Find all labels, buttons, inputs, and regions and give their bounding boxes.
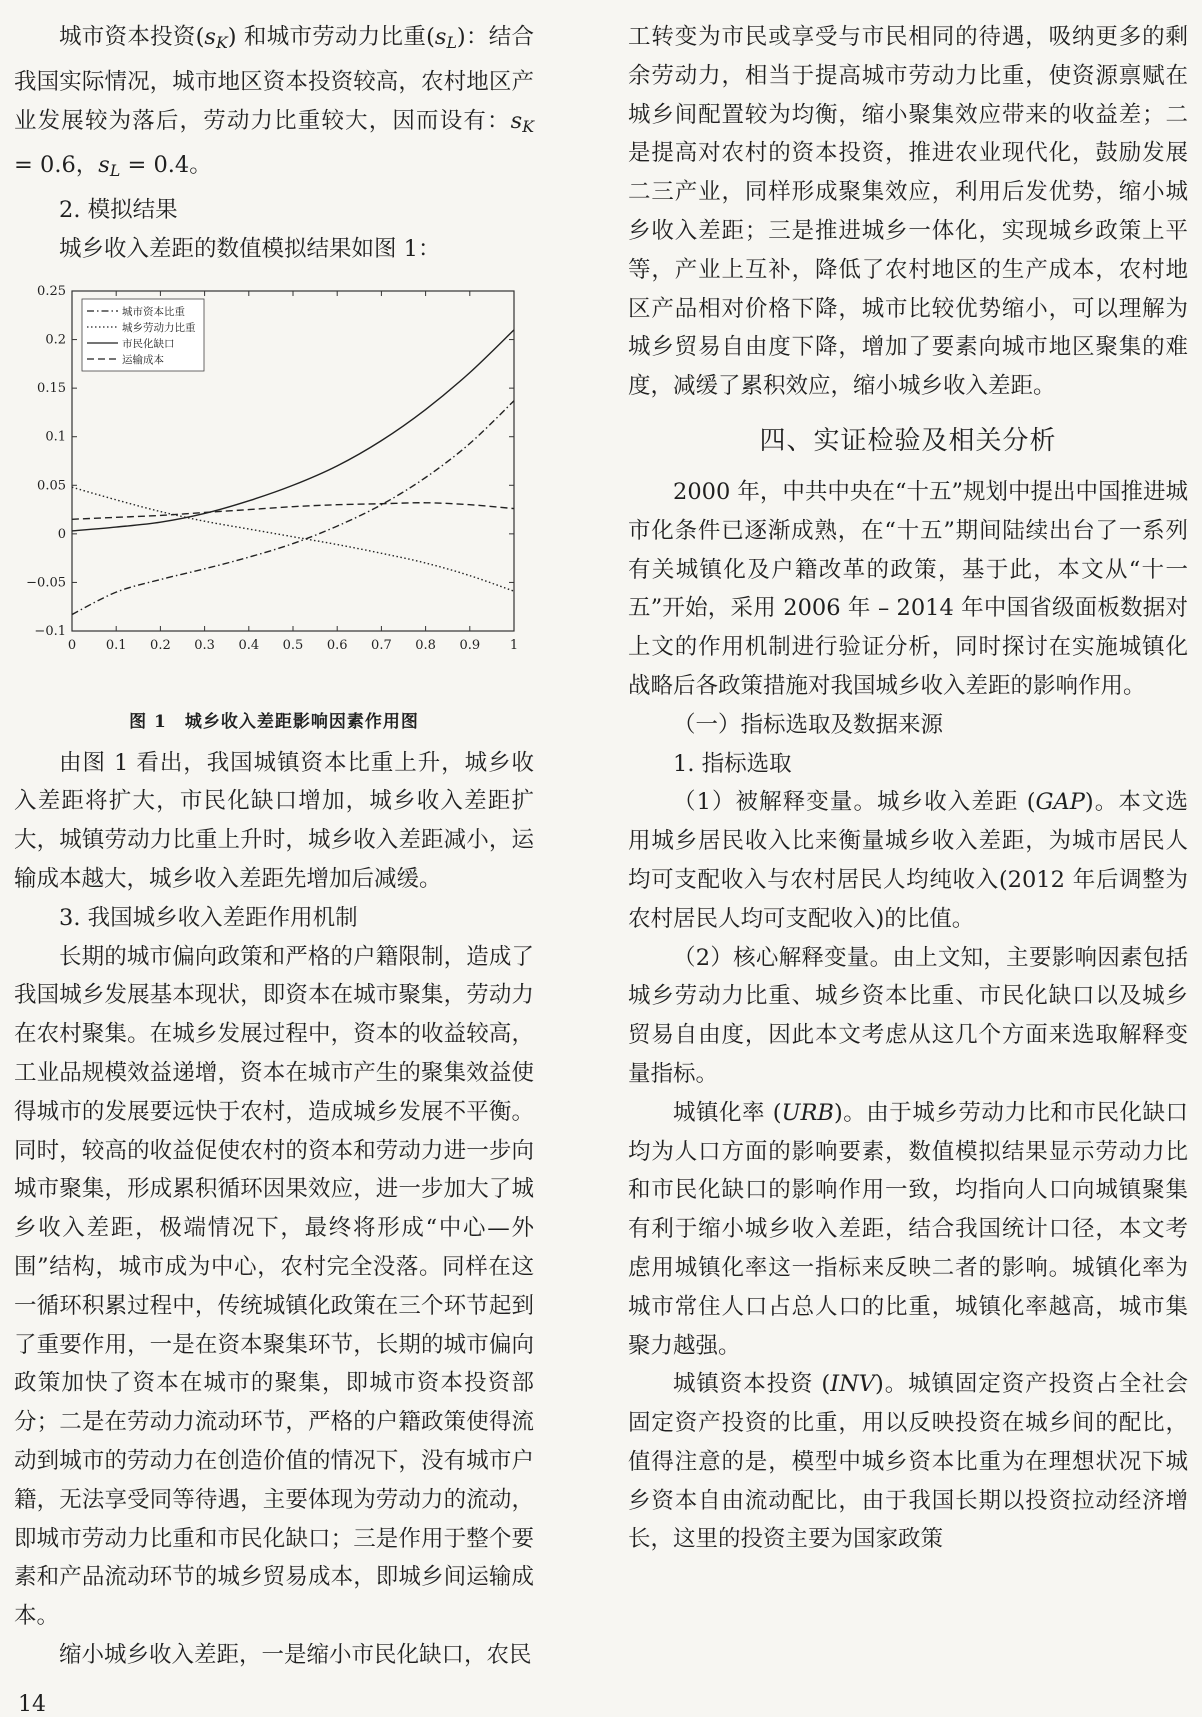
x-tick-label: 0.6 bbox=[326, 637, 348, 653]
y-tick-label: 0.1 bbox=[45, 429, 66, 445]
y-tick-label: −0.1 bbox=[34, 623, 66, 639]
x-tick-label: 0.1 bbox=[105, 637, 127, 653]
paragraph-narrowing-gap: 缩小城乡收入差距，一是缩小市民化缺口，农民 bbox=[59, 1641, 532, 1668]
right-column bbox=[628, 18, 1188, 1559]
figure-caption: 图 1 城乡收入差距影响因素作用图 bbox=[129, 711, 419, 732]
paragraph-policy-background: 2000 年，中共中央在“十五”规划中提出中国推进城市化条件已逐渐成熟，在“十五”期间陆续出台了一系列有关城镇化及户籍改革的政策，基于此，本文从“十一五”开始，采用 2006 年 – 2014 年中国省级面板数据对上文的作用机制进行验证分析，同时探讨在实施城镇化战略后各政策措施对我国城乡收入差距的影响作用。 bbox=[628, 478, 1188, 699]
heading-indicators-data: （一）指标选取及数据来源 bbox=[673, 711, 944, 738]
legend-label: 市民化缺口 bbox=[122, 337, 175, 350]
paragraph-urban-investment: 城镇资本投资 (INV)。城镇固定资产投资占全社会固定资产投资的比重，用以反映投资在城乡间的配比，值得注意的是，模型中城乡资本比重为在理想状况下城乡资本自由流动配比，由于我国长期以投资拉动经济增长，这里的投资主要为国家政策 bbox=[628, 1371, 1188, 1553]
legend-label: 运输成本 bbox=[122, 353, 164, 366]
heading-simulation-results: 2. 模拟结果 bbox=[59, 197, 178, 223]
paragraph-capital-labor-setting: 城市资本投资$(s_K)$ 和城市劳动力比重$(s_L)$：结合我国实际情况，城市地区资本投资较高，农村地区产业发展较为落后，劳动力比重较大，因而设有：$s_K = 0.6$，$s_L = 0.4$。 bbox=[14, 24, 534, 181]
y-tick-label: 0.25 bbox=[37, 283, 66, 299]
x-tick-label: 0.8 bbox=[415, 637, 436, 653]
y-tick-label: 0.05 bbox=[37, 477, 66, 493]
y-tick-label: 0.2 bbox=[45, 332, 66, 348]
legend-label: 城市资本比重 bbox=[122, 305, 185, 318]
paragraph-simulation-intro: 城乡收入差距的数值模拟结果如图 1： bbox=[59, 235, 441, 262]
page-number: 14 bbox=[18, 1692, 46, 1717]
x-tick-label: 0.3 bbox=[194, 637, 215, 653]
x-tick-label: 0 bbox=[67, 637, 77, 653]
left-column bbox=[14, 18, 534, 1675]
series-line-1 bbox=[72, 400, 514, 614]
x-tick-label: 0.9 bbox=[459, 637, 481, 653]
figure-1-chart bbox=[14, 273, 554, 703]
x-tick-label: 0.4 bbox=[238, 637, 260, 653]
y-tick-label: 0.15 bbox=[37, 380, 66, 396]
legend-label: 城乡劳动力比重 bbox=[122, 321, 196, 334]
paragraph-core-variables: （2）核心解释变量。由上文知，主要影响因素包括城乡劳动力比重、城乡资本比重、市民化缺口以及城乡贸易自由度，因此本文考虑从这几个方面来选取解释变量指标。 bbox=[628, 944, 1188, 1087]
y-tick-label: 0 bbox=[57, 526, 66, 542]
heading-mechanism: 3. 我国城乡收入差距作用机制 bbox=[59, 904, 358, 931]
heading-indicator-selection: 1. 指标选取 bbox=[673, 750, 792, 777]
x-tick-label: 0.5 bbox=[282, 637, 304, 653]
paragraph-figure-analysis: 由图 1 看出，我国城镇资本比重上升，城乡收入差距将扩大，市民化缺口增加，城乡收入差距扩大，城镇劳动力比重上升时，城乡收入差距减小，运输成本越大，城乡收入差距先增加后减缓。 bbox=[14, 749, 534, 892]
x-tick-label: 0.7 bbox=[371, 637, 392, 653]
paragraph-mechanism: 长期的城市偏向政策和严格的户籍限制，造成了我国城乡发展基本现状，即资本在城市聚集，劳动力在农村聚集。在城乡发展过程中，资本的收益较高，工业品规模效益递增，资本在城市产生的聚集效益使得城市的发展要远快于农村，造成城乡发展不平衡。同时，较高的收益促使农村的资本和劳动力进一步向城市聚集，形成累积循环因果效应，进一步加大了城乡收入差距，极端情况下，最终将形成“中心—外围”结构，城市成为中心，农村完全没落。同样在这一循环积累过程中，传统城镇化政策在三个环节起到了重要作用，一是在资本聚集环节，长期的城市偏向政策加快了资本在城市的聚集，即城市资本投资部分；二是在劳动力流动环节，严格的户籍政策使得流动到城市的劳动力在创造价值的情况下，没有城市户籍，无法享受同等待遇，主要体现为劳动力的流动，即城市劳动力比重和市民化缺口；三是作用于整个要素和产品流动环节的城乡贸易成本，即城乡间运输成本。 bbox=[14, 943, 534, 1630]
y-tick-label: −0.05 bbox=[26, 575, 66, 591]
line-chart bbox=[14, 273, 554, 693]
section-heading-empirical: 四、实证检验及相关分析 bbox=[759, 425, 1057, 456]
x-tick-label: 1 bbox=[509, 637, 519, 653]
x-tick-label: 0.2 bbox=[150, 637, 171, 653]
paragraph-continued: 工转变为市民或享受与市民相同的待遇，吸纳更多的剩余劳动力，相当于提高城市劳动力比重，使资源禀赋在城乡间配置较为均衡，缩小聚集效应带来的收益差；二是提高对农村的资本投资，推进农业现代化，鼓励发展二三产业，同样形成聚集效应，利用后发优势，缩小城乡收入差距；三是推进城乡一体化，实现城乡政策上平等，产业上互补，降低了农村地区的生产成本，农村地区产品相对价格下降，城市比较优势缩小，可以理解为城乡贸易自由度下降，增加了要素向城市地区聚集的难度，减缓了累积效应，缩小城乡收入差距。 bbox=[628, 24, 1188, 400]
paragraph-dependent-variable: （1）被解释变量。城乡收入差距 (GAP)。本文选用城乡居民收入比来衡量城乡收入差距，为城市居民人均可支配收入与农村居民人均纯收入(2012 年后调整为农村居民人均可支配收入)的比值。 bbox=[628, 789, 1189, 932]
paragraph-urbanization-rate: 城镇化率 (URB)。由于城乡劳动力比和市民化缺口均为人口方面的影响要素，数值模拟结果显示劳动力比和市民化缺口的影响作用一致，均指向人口向城镇聚集有利于缩小城乡收入差距，结合我国统计口径，本文考虑用城镇化率这一指标来反映二者的影响。城镇化率为城市常住人口占总人口的比重，城镇化率越高，城市集聚力越强。 bbox=[628, 1099, 1188, 1359]
